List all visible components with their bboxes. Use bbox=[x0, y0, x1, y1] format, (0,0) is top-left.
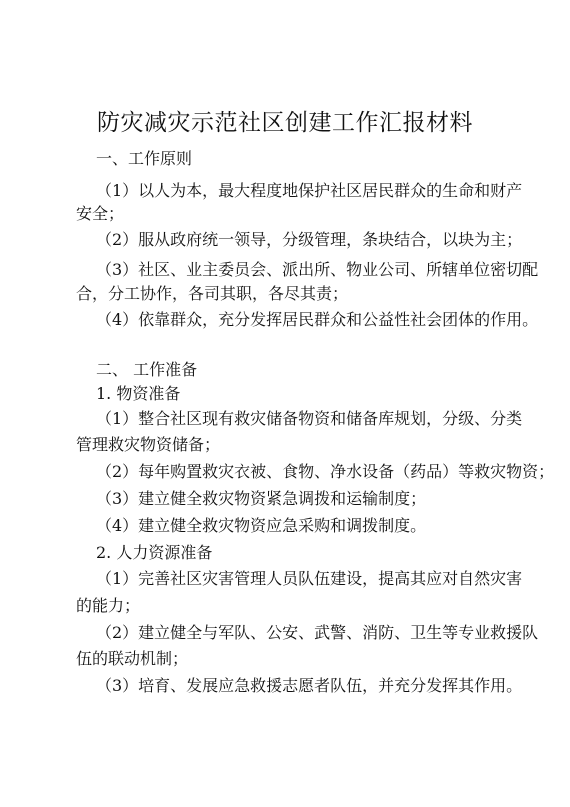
paragraph-line: （4）依靠群众，充分发挥居民群众和公益性社会团体的作用。 bbox=[96, 310, 539, 329]
paragraph-line: （3）社区、业主委员会、派出所、物业公司、所辖单位密切配 bbox=[96, 260, 539, 279]
paragraph-line: （2）每年购置救灾衣被、食物、净水设备（药品）等救灾物资； bbox=[96, 462, 555, 481]
subsection-heading-materials: 1. 物资准备 bbox=[96, 384, 181, 403]
paragraph-line: （3）培育、发展应急救援志愿者队伍，并充分发挥其作用。 bbox=[96, 676, 523, 695]
paragraph-line: 安全； bbox=[76, 204, 125, 223]
paragraph-line: （2）服从政府统一领导，分级管理，条块结合，以块为主； bbox=[96, 230, 523, 249]
paragraph-line: 管理救灾物资储备； bbox=[76, 435, 221, 454]
paragraph-line: （3）建立健全救灾物资紧急调拨和运输制度； bbox=[96, 489, 427, 508]
paragraph-line: （4）建立健全救灾物资应急采购和调拨制度。 bbox=[96, 516, 427, 535]
paragraph-line: （1）以人为本，最大程度地保护社区居民群众的生命和财产 bbox=[96, 181, 523, 200]
section-heading-principles: 一、工作原则 bbox=[96, 149, 193, 168]
document-title: 防灾减灾示范社区创建工作汇报材料 bbox=[97, 110, 473, 136]
paragraph-line: （1）完善社区灾害管理人员队伍建设，提高其应对自然灾害 bbox=[96, 569, 523, 588]
paragraph-line: 合，分工协作，各司其职，各尽其责； bbox=[76, 284, 349, 303]
subsection-heading-human-resources: 2. 人力资源准备 bbox=[96, 543, 213, 562]
section-heading-preparation: 二、 工作准备 bbox=[96, 360, 198, 379]
paragraph-line: 伍的联动机制； bbox=[76, 649, 189, 668]
paragraph-line: 的能力； bbox=[76, 596, 141, 615]
paragraph-line: （2）建立健全与军队、公安、武警、消防、卫生等专业救援队 bbox=[96, 623, 539, 642]
paragraph-line: （1）整合社区现有救灾储备物资和储备库规划，分级、分类 bbox=[96, 409, 523, 428]
